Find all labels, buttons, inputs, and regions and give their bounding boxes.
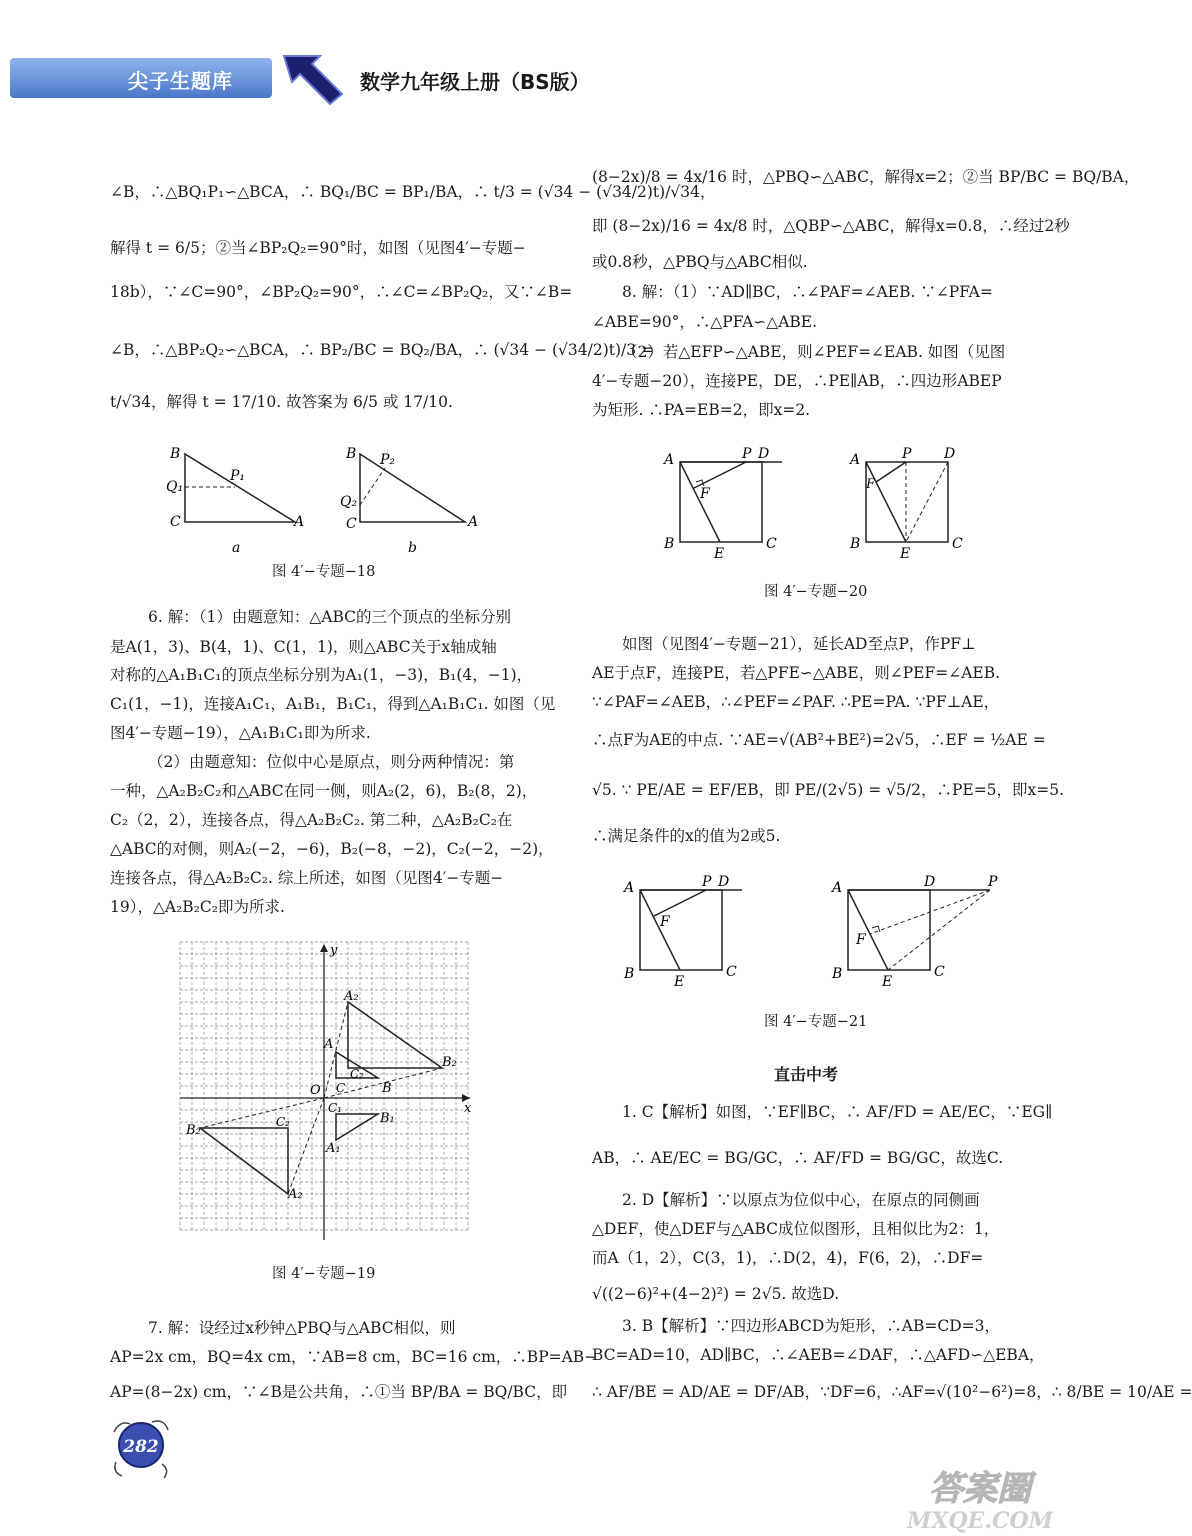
fig19-axis-y: y bbox=[330, 943, 338, 958]
right-mid-1: 如图（见图4′−专题−21），延长AD至点P，作PF⊥ bbox=[622, 635, 976, 653]
fig21b-f: F bbox=[856, 932, 866, 948]
right-mid-6: ∴满足条件的x的值为2或5. bbox=[592, 827, 781, 845]
fig18b-label-b: B bbox=[346, 446, 357, 462]
fig19-a1: A₁ bbox=[326, 1141, 341, 1156]
q7-line-3: AP=(8−2x) cm，∵∠B是公共角，∴①当 BP/BA = BQ/BC，即 bbox=[110, 1383, 568, 1401]
q6-line-8: C₂（2，2），连接各点，得△A₂B₂C₂. 第二种，△A₂B₂C₂在 bbox=[110, 811, 513, 829]
q6-line-6: （2）由题意知：位似中心是原点，则分两种情况：第 bbox=[148, 753, 515, 771]
figure-18 bbox=[160, 440, 500, 560]
right-mid-2: AE于点F，连接PE，若△PFE∽△ABE，则∠PEF=∠AEB. bbox=[592, 664, 1001, 682]
q6-line-1: 6. 解：（1）由题意知：△ABC的三个顶点的坐标分别 bbox=[148, 608, 511, 626]
arrow-icon bbox=[280, 50, 350, 108]
watermark-top: 答案圈 bbox=[929, 1469, 1031, 1509]
watermark-bottom: MXQE.COM bbox=[906, 1508, 1054, 1534]
answer-line-1: 1. C【解析】如图，∵EF∥BC，∴ AF/FD = AE/EC，∵EG∥ bbox=[622, 1103, 1053, 1121]
answer-line-9: ∴ AF/BE = AD/AE = DF/AB，∵DF=6，∴AF=√(10²−6²)=8，∴ 8/BE = 10/AE = bbox=[592, 1383, 1192, 1401]
fig20a-e: E bbox=[714, 546, 725, 562]
right-mid-3: ∵∠PAF=∠AEB，∴∠PEF=∠PAF. ∴PE=PA. ∵PF⊥AE， bbox=[592, 693, 1000, 711]
fig20b-c: C bbox=[952, 536, 963, 552]
right-mid-4: ∴点F为AE的中点. ∵AE=√(AB²+BE²)=2√5，∴EF = ½AE = bbox=[592, 731, 1046, 749]
fig18b-label-a: A bbox=[468, 514, 479, 530]
fig19-c2: C₂ bbox=[350, 1067, 364, 1081]
fig18b-label-q2: Q₂ bbox=[340, 494, 358, 510]
answer-line-6: √((2−6)²+(4−2)²) = 2√5. 故选D. bbox=[592, 1285, 840, 1303]
fig19-origin: O bbox=[310, 1083, 321, 1098]
q6-line-7: 一种，△A₂B₂C₂和△ABC在同一侧，则A₂(2，6)，B₂(8，2)， bbox=[110, 782, 538, 800]
q7-line-2: AP=2x cm，BQ=4x cm，∵AB=8 cm，BC=16 cm，∴BP=AB− bbox=[110, 1348, 598, 1366]
fig18-sub-b: b bbox=[408, 540, 417, 556]
fig19-axis-x: x bbox=[464, 1101, 472, 1116]
q7-line-1: 7. 解：设经过x秒钟△PBQ与△ABC相似，则 bbox=[148, 1319, 456, 1337]
fig19-c2-neg: C₂ bbox=[276, 1115, 290, 1129]
answer-line-2: AB，∴ AE/EC = BG/GC，∴ AF/FD = BG/GC，故选C. bbox=[592, 1149, 1004, 1167]
fig21b-b: B bbox=[832, 966, 843, 982]
fig20b-e: E bbox=[900, 546, 911, 562]
fig21a-a: A bbox=[624, 880, 635, 896]
figure-21 bbox=[620, 872, 1020, 992]
page-number-badge bbox=[106, 1412, 176, 1482]
right-line-5: ∠ABE=90°，∴△PFA∽△ABE. bbox=[592, 313, 818, 331]
figure-20 bbox=[660, 440, 980, 560]
answer-line-8: BC=AD=10，AD∥BC，∴∠AEB=∠DAF，∴△AFD∽△EBA， bbox=[592, 1346, 1045, 1364]
fig18a-label-q1: Q₁ bbox=[166, 479, 184, 495]
page-number: 282 bbox=[123, 1437, 159, 1457]
fig19-a2: A₂ bbox=[344, 989, 359, 1004]
q6-line-10: 连接各点，得△A₂B₂C₂. 综上所述，如图（见图4′−专题− bbox=[110, 869, 504, 887]
right-line-1: (8−2x)/8 = 4x/16 时，△PBQ∽△ABC，解得x=2；②当 BP/BC = BQ/BA， bbox=[592, 168, 1140, 186]
fig21b-a: A bbox=[832, 880, 843, 896]
fig20b-p: P bbox=[902, 446, 912, 462]
figure-19 bbox=[180, 942, 480, 1242]
header-brand: 尖子生题库 bbox=[128, 69, 233, 93]
fig20a-c: C bbox=[766, 536, 777, 552]
right-line-4: 8. 解：（1）∵AD∥BC，∴∠PAF=∠AEB. ∵∠PFA= bbox=[622, 283, 993, 301]
fig21b-d: D bbox=[924, 874, 936, 890]
fig18-sub-a: a bbox=[232, 540, 241, 556]
left-line-4: ∠B，∴△BP₂Q₂∽△BCA，∴ BP₂/BC = BQ₂/BA，∴ (√34 − (√34/2)t)/3 = bbox=[110, 341, 655, 359]
fig20a-f: F bbox=[700, 486, 710, 502]
q6-line-4: C₁(1，−1)，连接A₁C₁，A₁B₁，B₁C₁，得到△A₁B₁C₁. 如图（见 bbox=[110, 695, 556, 713]
right-line-2: 即 (8−2x)/16 = 4x/8 时，△QBP∽△ABC，解得x=0.8，∴经过2秒 bbox=[592, 217, 1070, 235]
right-line-8: 为矩形. ∴PA=EB=2，即x=2. bbox=[592, 401, 811, 419]
right-line-3: 或0.8秒，△PBQ与△ABC相似. bbox=[592, 253, 808, 271]
fig19-b2: B₂ bbox=[442, 1055, 457, 1070]
fig18a-label-c: C bbox=[170, 514, 181, 530]
fig18a-label-a: A bbox=[294, 514, 305, 530]
q6-line-2: 是A(1，3)、B(4，1)、C(1，1)，则△ABC关于x轴成轴 bbox=[110, 638, 497, 656]
fig20a-b: B bbox=[664, 536, 675, 552]
fig20a-p: P bbox=[742, 446, 752, 462]
fig19-a: A bbox=[324, 1037, 334, 1052]
left-line-3: 18b），∵∠C=90°，∠BP₂Q₂=90°，∴∠C=∠BP₂Q₂，又∵∠B= bbox=[110, 283, 573, 301]
answer-line-5: 而A（1，2），C(3，1)，∴D(2，4)，F(6，2)，∴DF= bbox=[592, 1249, 984, 1267]
fig20b-a: A bbox=[850, 452, 861, 468]
left-line-5: t/√34，解得 t = 17/10. 故答案为 6/5 或 17/10. bbox=[110, 393, 453, 411]
answer-line-3: 2. D【解析】∵以原点为位似中心，在原点的同侧画 bbox=[622, 1191, 980, 1209]
left-line-2: 解得 t = 6/5；②当∠BP₂Q₂=90°时，如图（见图4′−专题− bbox=[110, 239, 526, 257]
fig21a-d: D bbox=[718, 874, 730, 890]
fig18-caption: 图 4′−专题−18 bbox=[272, 564, 376, 580]
answer-line-7: 3. B【解析】∵四边形ABCD为矩形，∴AB=CD=3， bbox=[622, 1317, 1000, 1335]
q6-line-11: 19），△A₂B₂C₂即为所求. bbox=[110, 898, 285, 916]
fig20-caption: 图 4′−专题−20 bbox=[764, 584, 868, 600]
header-title: 数学九年级上册（BS版） bbox=[360, 70, 590, 94]
fig20a-a: A bbox=[664, 452, 675, 468]
right-mid-5: √5. ∵ PE/AE = EF/EB，即 PE/(2√5) = √5/2，∴PE=5，即x=5. bbox=[592, 781, 1065, 799]
fig21a-p: P bbox=[702, 874, 712, 890]
fig19-a2-neg: A₂ bbox=[288, 1187, 303, 1202]
fig19-caption: 图 4′−专题−19 bbox=[272, 1266, 376, 1282]
fig20a-d: D bbox=[758, 446, 770, 462]
fig19-b: B bbox=[382, 1081, 392, 1096]
header-brand-tab bbox=[10, 58, 272, 98]
fig20b-b: B bbox=[850, 536, 861, 552]
fig21b-p: P bbox=[988, 874, 998, 890]
left-line-1: ∠B，∴△BQ₁P₁∽△BCA，∴ BQ₁/BC = BP₁/BA，∴ t/3 = (√34 − (√34/2)t)/√34， bbox=[110, 183, 716, 201]
fig21a-f: F bbox=[660, 914, 670, 930]
fig18a-label-p1: P₁ bbox=[230, 468, 246, 484]
right-line-6: （2）若△EFP∽△ABE，则∠PEF=∠EAB. 如图（见图 bbox=[622, 343, 1006, 361]
section-title: 直击中考 bbox=[774, 1065, 839, 1084]
fig21a-e: E bbox=[674, 974, 685, 990]
fig19-c: C bbox=[336, 1081, 346, 1095]
fig19-b1: B₁ bbox=[380, 1111, 395, 1126]
right-line-7: 4′−专题−20），连接PE，DE，∴PE∥AB，∴四边形ABEP bbox=[592, 372, 1002, 390]
fig18b-label-c: C bbox=[346, 516, 357, 532]
fig21a-b: B bbox=[624, 966, 635, 982]
watermark-logo bbox=[885, 1464, 1075, 1534]
answer-line-4: △DEF，使△DEF与△ABC成位似图形，且相似比为2：1， bbox=[592, 1220, 1000, 1238]
fig20b-d: D bbox=[944, 446, 956, 462]
fig18b-label-p2: P₂ bbox=[380, 452, 396, 468]
q6-line-3: 对称的△A₁B₁C₁的顶点坐标分别为A₁(1，−3)，B₁(4，−1)， bbox=[110, 666, 533, 684]
fig20b-f: F bbox=[866, 477, 876, 492]
fig21b-c: C bbox=[934, 964, 945, 980]
fig18a-label-b: B bbox=[170, 446, 181, 462]
q6-line-9: △ABC的对侧，则A₂(−2，−6)，B₂(−8，−2)，C₂(−2，−2)， bbox=[110, 840, 554, 858]
fig19-c1: C₁ bbox=[328, 1101, 342, 1115]
fig21b-e: E bbox=[882, 974, 893, 990]
fig21-caption: 图 4′−专题−21 bbox=[764, 1014, 868, 1030]
q6-line-5: 图4′−专题−19），△A₁B₁C₁即为所求. bbox=[110, 724, 371, 742]
fig21a-c: C bbox=[726, 964, 737, 980]
fig19-b2-neg: B₂ bbox=[186, 1123, 201, 1138]
